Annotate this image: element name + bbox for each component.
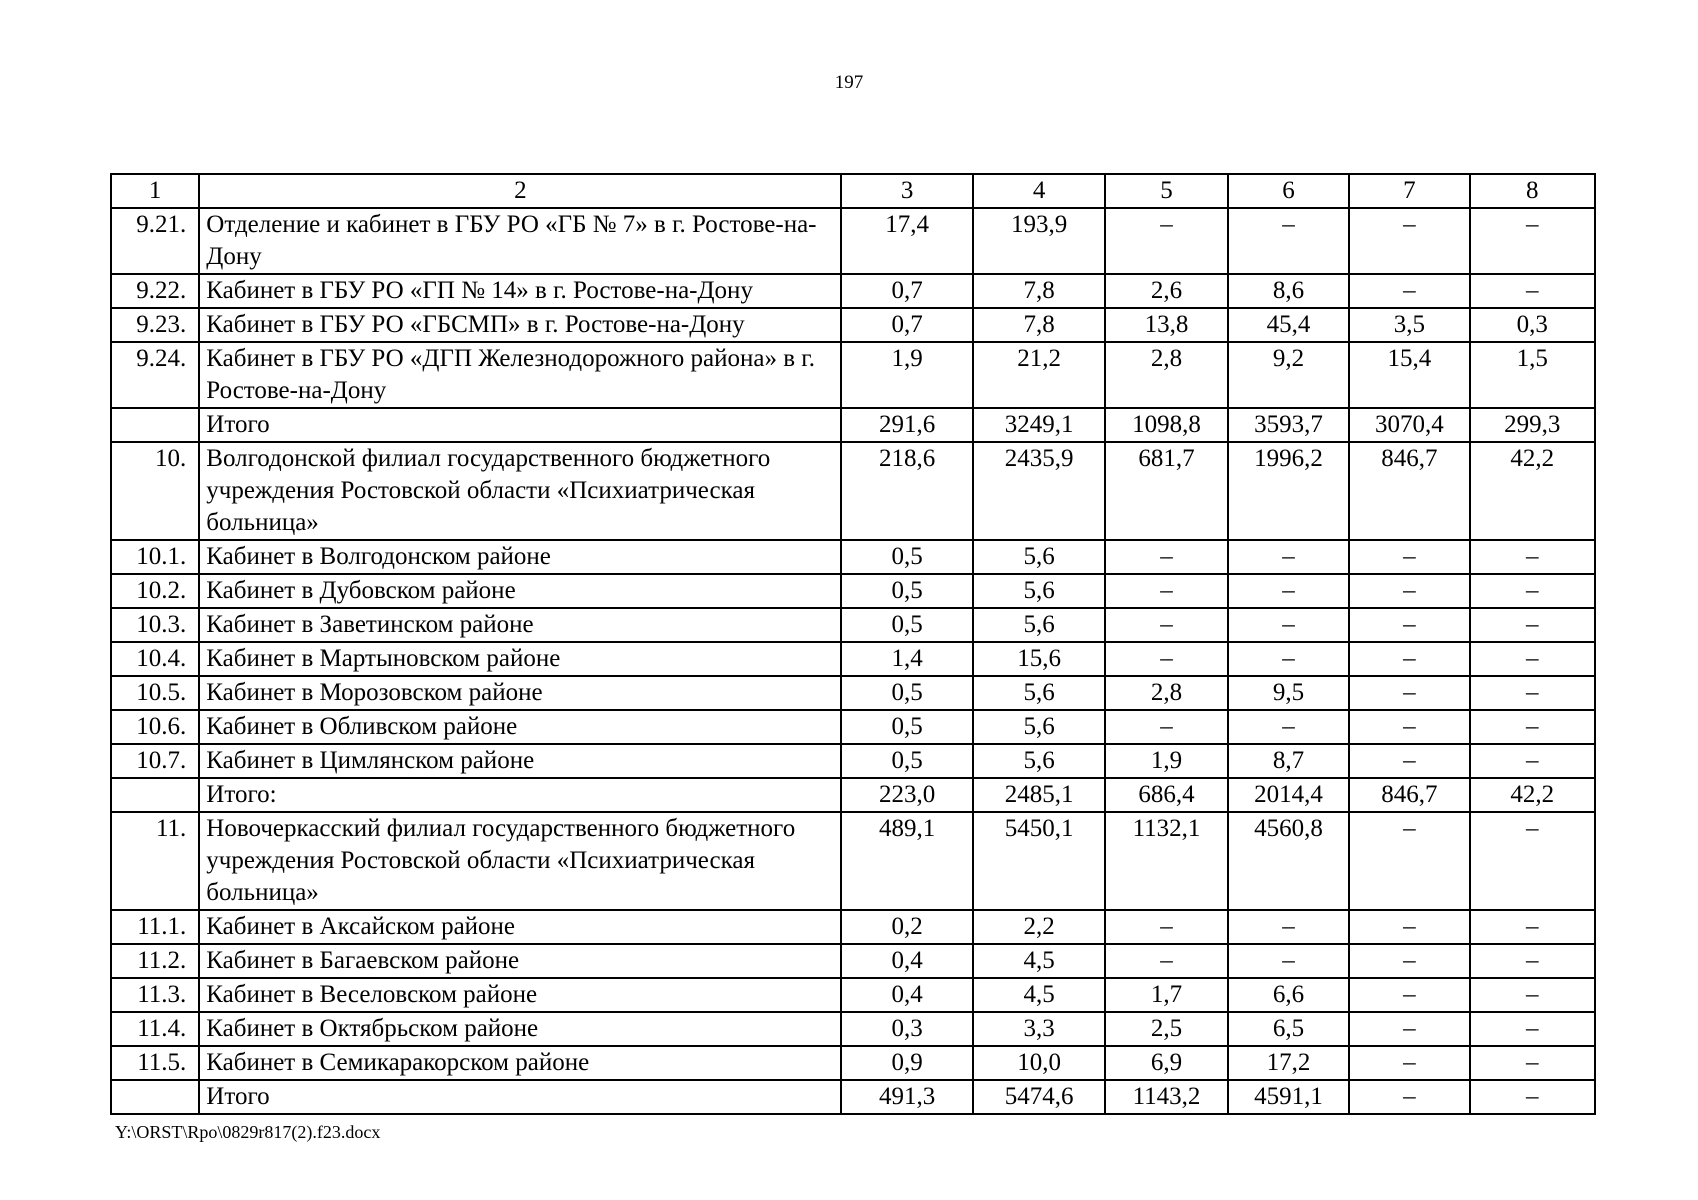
table-row bbox=[111, 710, 1595, 744]
header-cell: 6 bbox=[1228, 174, 1349, 208]
col7-value-cell: – bbox=[1349, 910, 1469, 944]
col7-value-cell: 3070,4 bbox=[1349, 408, 1469, 442]
col6-value-cell: 1996,2 bbox=[1228, 442, 1349, 540]
col4-value-cell: 5,6 bbox=[973, 744, 1105, 778]
row-name-cell: Кабинет в ГБУ РО «ДГП Железнодорожного района» в г. Ростове-на-Дону bbox=[199, 342, 841, 408]
col7-value-cell: – bbox=[1349, 274, 1469, 308]
col7-value-cell: – bbox=[1349, 710, 1469, 744]
row-name-cell: Отделение и кабинет в ГБУ РО «ГБ № 7» в г. Ростове-на-Дону bbox=[199, 208, 841, 274]
row-number-cell: 10.5. bbox=[111, 676, 199, 710]
col5-value-cell: – bbox=[1105, 910, 1227, 944]
col6-value-cell: 6,5 bbox=[1228, 1012, 1349, 1046]
col5-value-cell: – bbox=[1105, 944, 1227, 978]
col8-value-cell: – bbox=[1470, 274, 1595, 308]
col6-value-cell: – bbox=[1228, 574, 1349, 608]
col7-value-cell: – bbox=[1349, 744, 1469, 778]
col5-value-cell: – bbox=[1105, 540, 1227, 574]
col7-value-cell: – bbox=[1349, 642, 1469, 676]
header-cell: 2 bbox=[199, 174, 841, 208]
col3-value-cell: 0,2 bbox=[841, 910, 972, 944]
col4-value-cell: 7,8 bbox=[973, 308, 1105, 342]
col6-value-cell: 3593,7 bbox=[1228, 408, 1349, 442]
row-number-cell: 9.23. bbox=[111, 308, 199, 342]
col8-value-cell: – bbox=[1470, 744, 1595, 778]
col6-value-cell: – bbox=[1228, 540, 1349, 574]
col6-value-cell: – bbox=[1228, 710, 1349, 744]
col5-value-cell: 2,8 bbox=[1105, 342, 1227, 408]
row-number-cell: 10. bbox=[111, 442, 199, 540]
row-name-cell: Кабинет в Семикаракорском районе bbox=[199, 1046, 841, 1080]
col6-value-cell: 4591,1 bbox=[1228, 1080, 1349, 1114]
header-cell: 8 bbox=[1470, 174, 1595, 208]
col3-value-cell: 0,4 bbox=[841, 944, 972, 978]
row-name-cell: Кабинет в Мартыновском районе bbox=[199, 642, 841, 676]
header-cell: 1 bbox=[111, 174, 199, 208]
col4-value-cell: 5,6 bbox=[973, 540, 1105, 574]
col3-value-cell: 0,4 bbox=[841, 978, 972, 1012]
row-name-cell: Кабинет в Дубовском районе bbox=[199, 574, 841, 608]
col5-value-cell: 6,9 bbox=[1105, 1046, 1227, 1080]
col7-value-cell: 846,7 bbox=[1349, 442, 1469, 540]
col7-value-cell: – bbox=[1349, 812, 1469, 910]
col6-value-cell: 17,2 bbox=[1228, 1046, 1349, 1080]
col7-value-cell: – bbox=[1349, 1046, 1469, 1080]
table-row bbox=[111, 308, 1595, 342]
page-number: 197 bbox=[834, 72, 864, 93]
col3-value-cell: 0,5 bbox=[841, 608, 972, 642]
col3-value-cell: 0,7 bbox=[841, 308, 972, 342]
row-name-cell: Кабинет в Волгодонском районе bbox=[199, 540, 841, 574]
row-name-cell: Кабинет в Обливском районе bbox=[199, 710, 841, 744]
table-header-row bbox=[111, 174, 1595, 208]
col7-value-cell: – bbox=[1349, 978, 1469, 1012]
col4-value-cell: 5,6 bbox=[973, 608, 1105, 642]
col8-value-cell: – bbox=[1470, 944, 1595, 978]
col8-value-cell: – bbox=[1470, 208, 1595, 274]
col6-value-cell: 9,5 bbox=[1228, 676, 1349, 710]
row-number-cell: 11.3. bbox=[111, 978, 199, 1012]
table-row bbox=[111, 910, 1595, 944]
col3-value-cell: 291,6 bbox=[841, 408, 972, 442]
table-row bbox=[111, 608, 1595, 642]
col3-value-cell: 223,0 bbox=[841, 778, 972, 812]
col7-value-cell: – bbox=[1349, 944, 1469, 978]
col5-value-cell: 2,6 bbox=[1105, 274, 1227, 308]
col3-value-cell: 218,6 bbox=[841, 442, 972, 540]
table-row bbox=[111, 574, 1595, 608]
row-name-cell: Кабинет в Октябрьском районе bbox=[199, 1012, 841, 1046]
table-row bbox=[111, 274, 1595, 308]
col3-value-cell: 0,7 bbox=[841, 274, 972, 308]
row-name-cell: Кабинет в Веселовском районе bbox=[199, 978, 841, 1012]
col8-value-cell: – bbox=[1470, 1012, 1595, 1046]
row-name-cell: Волгодонской филиал государственного бюджетного учреждения Ростовской области «Психиатрическая больница» bbox=[199, 442, 841, 540]
row-number-cell: 10.2. bbox=[111, 574, 199, 608]
col5-value-cell: 1098,8 bbox=[1105, 408, 1227, 442]
row-name-cell: Итого bbox=[199, 408, 841, 442]
col4-value-cell: 5,6 bbox=[973, 710, 1105, 744]
col7-value-cell: 3,5 bbox=[1349, 308, 1469, 342]
row-name-cell: Итого: bbox=[199, 778, 841, 812]
col7-value-cell: – bbox=[1349, 676, 1469, 710]
col6-value-cell: 45,4 bbox=[1228, 308, 1349, 342]
col8-value-cell: 42,2 bbox=[1470, 442, 1595, 540]
table-row bbox=[111, 1012, 1595, 1046]
col3-value-cell: 0,5 bbox=[841, 540, 972, 574]
row-name-cell: Кабинет в Багаевском районе bbox=[199, 944, 841, 978]
col5-value-cell: – bbox=[1105, 710, 1227, 744]
col6-value-cell: – bbox=[1228, 642, 1349, 676]
col5-value-cell: 13,8 bbox=[1105, 308, 1227, 342]
table-row bbox=[111, 540, 1595, 574]
col8-value-cell: – bbox=[1470, 574, 1595, 608]
col8-value-cell: – bbox=[1470, 978, 1595, 1012]
col4-value-cell: 5450,1 bbox=[973, 812, 1105, 910]
col8-value-cell: – bbox=[1470, 608, 1595, 642]
col4-value-cell: 3249,1 bbox=[973, 408, 1105, 442]
col4-value-cell: 2485,1 bbox=[973, 778, 1105, 812]
col7-value-cell: – bbox=[1349, 1012, 1469, 1046]
table-row bbox=[111, 778, 1595, 812]
row-number-cell: 10.3. bbox=[111, 608, 199, 642]
col3-value-cell: 1,9 bbox=[841, 342, 972, 408]
col6-value-cell: 6,6 bbox=[1228, 978, 1349, 1012]
data-table bbox=[110, 173, 1596, 1115]
col6-value-cell: – bbox=[1228, 910, 1349, 944]
col7-value-cell: – bbox=[1349, 208, 1469, 274]
header-cell: 7 bbox=[1349, 174, 1469, 208]
table-body bbox=[111, 174, 1595, 1114]
col5-value-cell: 1143,2 bbox=[1105, 1080, 1227, 1114]
col4-value-cell: 3,3 bbox=[973, 1012, 1105, 1046]
col3-value-cell: 0,5 bbox=[841, 574, 972, 608]
col5-value-cell: 1132,1 bbox=[1105, 812, 1227, 910]
col7-value-cell: – bbox=[1349, 574, 1469, 608]
col5-value-cell: – bbox=[1105, 608, 1227, 642]
col7-value-cell: – bbox=[1349, 540, 1469, 574]
table-row bbox=[111, 676, 1595, 710]
col8-value-cell: – bbox=[1470, 812, 1595, 910]
col4-value-cell: 21,2 bbox=[973, 342, 1105, 408]
col4-value-cell: 5474,6 bbox=[973, 1080, 1105, 1114]
col8-value-cell: – bbox=[1470, 540, 1595, 574]
col3-value-cell: 489,1 bbox=[841, 812, 972, 910]
col8-value-cell: 42,2 bbox=[1470, 778, 1595, 812]
col6-value-cell: – bbox=[1228, 608, 1349, 642]
row-number-cell: 10.7. bbox=[111, 744, 199, 778]
row-name-cell: Кабинет в Аксайском районе bbox=[199, 910, 841, 944]
col4-value-cell: 10,0 bbox=[973, 1046, 1105, 1080]
row-number-cell: 9.21. bbox=[111, 208, 199, 274]
col3-value-cell: 1,4 bbox=[841, 642, 972, 676]
row-name-cell: Кабинет в Заветинском районе bbox=[199, 608, 841, 642]
row-number-cell: 11.5. bbox=[111, 1046, 199, 1080]
col5-value-cell: – bbox=[1105, 642, 1227, 676]
col5-value-cell: – bbox=[1105, 574, 1227, 608]
col3-value-cell: 0,5 bbox=[841, 676, 972, 710]
row-name-cell: Кабинет в Морозовском районе bbox=[199, 676, 841, 710]
col4-value-cell: 15,6 bbox=[973, 642, 1105, 676]
table-row bbox=[111, 978, 1595, 1012]
col4-value-cell: 7,8 bbox=[973, 274, 1105, 308]
row-number-cell: 11. bbox=[111, 812, 199, 910]
header-cell: 3 bbox=[841, 174, 972, 208]
col5-value-cell: 686,4 bbox=[1105, 778, 1227, 812]
col7-value-cell: 846,7 bbox=[1349, 778, 1469, 812]
row-number-cell bbox=[111, 778, 199, 812]
table-row bbox=[111, 1046, 1595, 1080]
col6-value-cell: 8,6 bbox=[1228, 274, 1349, 308]
table-row bbox=[111, 342, 1595, 408]
header-cell: 5 bbox=[1105, 174, 1227, 208]
table-row bbox=[111, 812, 1595, 910]
col8-value-cell: – bbox=[1470, 1046, 1595, 1080]
col6-value-cell: 4560,8 bbox=[1228, 812, 1349, 910]
col8-value-cell: – bbox=[1470, 642, 1595, 676]
row-number-cell: 11.1. bbox=[111, 910, 199, 944]
col5-value-cell: 2,5 bbox=[1105, 1012, 1227, 1046]
col5-value-cell: 1,9 bbox=[1105, 744, 1227, 778]
col3-value-cell: 491,3 bbox=[841, 1080, 972, 1114]
col8-value-cell: – bbox=[1470, 676, 1595, 710]
col4-value-cell: 5,6 bbox=[973, 574, 1105, 608]
col4-value-cell: 2435,9 bbox=[973, 442, 1105, 540]
row-number-cell: 10.4. bbox=[111, 642, 199, 676]
col7-value-cell: 15,4 bbox=[1349, 342, 1469, 408]
col4-value-cell: 4,5 bbox=[973, 944, 1105, 978]
col7-value-cell: – bbox=[1349, 1080, 1469, 1114]
col3-value-cell: 0,5 bbox=[841, 710, 972, 744]
row-name-cell: Новочеркасский филиал государственного бюджетного учреждения Ростовской области «Психиатрическая больница» bbox=[199, 812, 841, 910]
col5-value-cell: – bbox=[1105, 208, 1227, 274]
col6-value-cell: – bbox=[1228, 944, 1349, 978]
col4-value-cell: 193,9 bbox=[973, 208, 1105, 274]
row-number-cell: 11.2. bbox=[111, 944, 199, 978]
row-name-cell: Кабинет в ГБУ РО «ГП № 14» в г. Ростове-на-Дону bbox=[199, 274, 841, 308]
table-row bbox=[111, 442, 1595, 540]
col8-value-cell: – bbox=[1470, 1080, 1595, 1114]
col8-value-cell: – bbox=[1470, 710, 1595, 744]
col6-value-cell: 2014,4 bbox=[1228, 778, 1349, 812]
col8-value-cell: 1,5 bbox=[1470, 342, 1595, 408]
table-row bbox=[111, 944, 1595, 978]
row-name-cell: Кабинет в Цимлянском районе bbox=[199, 744, 841, 778]
table-row bbox=[111, 1080, 1595, 1114]
col6-value-cell: 8,7 bbox=[1228, 744, 1349, 778]
col7-value-cell: – bbox=[1349, 608, 1469, 642]
col3-value-cell: 0,9 bbox=[841, 1046, 972, 1080]
row-name-cell: Кабинет в ГБУ РО «ГБСМП» в г. Ростове-на-Дону bbox=[199, 308, 841, 342]
col8-value-cell: 0,3 bbox=[1470, 308, 1595, 342]
col6-value-cell: – bbox=[1228, 208, 1349, 274]
col4-value-cell: 4,5 bbox=[973, 978, 1105, 1012]
row-number-cell: 9.24. bbox=[111, 342, 199, 408]
row-number-cell: 9.22. bbox=[111, 274, 199, 308]
row-number-cell: 10.6. bbox=[111, 710, 199, 744]
row-number-cell bbox=[111, 408, 199, 442]
table-row bbox=[111, 744, 1595, 778]
col6-value-cell: 9,2 bbox=[1228, 342, 1349, 408]
row-number-cell: 10.1. bbox=[111, 540, 199, 574]
row-number-cell: 11.4. bbox=[111, 1012, 199, 1046]
col5-value-cell: 681,7 bbox=[1105, 442, 1227, 540]
col4-value-cell: 2,2 bbox=[973, 910, 1105, 944]
col8-value-cell: 299,3 bbox=[1470, 408, 1595, 442]
col3-value-cell: 0,5 bbox=[841, 744, 972, 778]
row-number-cell bbox=[111, 1080, 199, 1114]
col5-value-cell: 1,7 bbox=[1105, 978, 1227, 1012]
table-row bbox=[111, 208, 1595, 274]
row-name-cell: Итого bbox=[199, 1080, 841, 1114]
col8-value-cell: – bbox=[1470, 910, 1595, 944]
table-row bbox=[111, 642, 1595, 676]
file-path-footer: Y:\ORST\Rpo\0829r817(2).f23.docx bbox=[115, 1122, 381, 1142]
table-row bbox=[111, 408, 1595, 442]
col4-value-cell: 5,6 bbox=[973, 676, 1105, 710]
col5-value-cell: 2,8 bbox=[1105, 676, 1227, 710]
col3-value-cell: 0,3 bbox=[841, 1012, 972, 1046]
col3-value-cell: 17,4 bbox=[841, 208, 972, 274]
header-cell: 4 bbox=[973, 174, 1105, 208]
